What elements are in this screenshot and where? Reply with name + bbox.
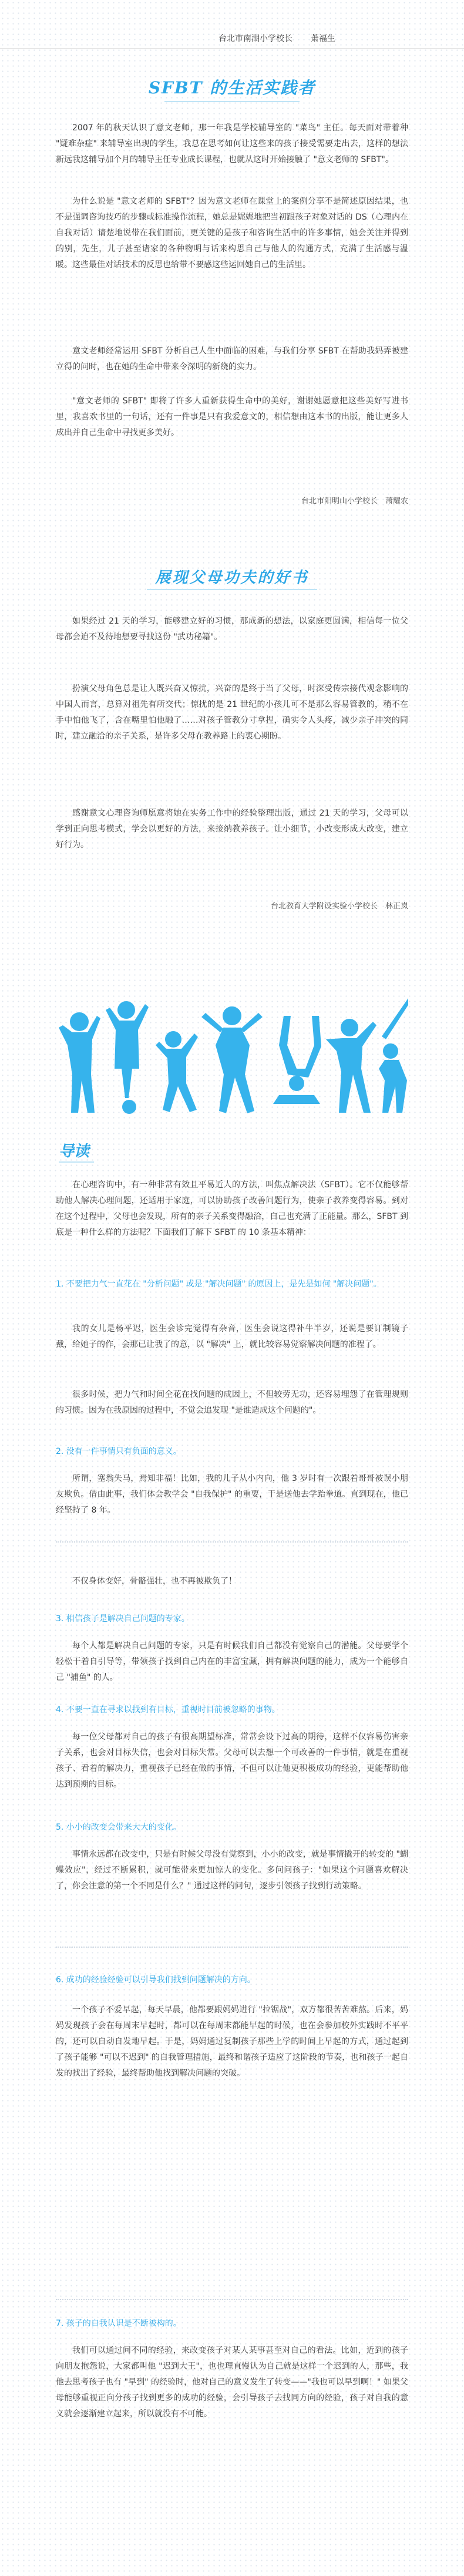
page-title: SFBT 的生活实践者: [148, 78, 316, 97]
guide-paragraph-9: 一个孩子不爱早起，每天早晨，他都要跟妈妈进行 "拉锯战"，双方都很苦苦难熬。后来，妈妈发现孩子会在每周末早起时，都可以在每周末都能早起的时候，也在会参加校外实践时不平平的，还可以自动自发地早起。于是，妈妈通过复制孩子那些上学的时间上早起的方式，通过起到了孩子能够 "可以不迟到" 的自我管理措施，最终和谐孩子适应了这阶段的节奏，也和孩子一起自发的找出了经验，最终帮助他找到解决问题的突破。: [56, 2005, 408, 2078]
title-underline: [164, 101, 300, 102]
guide-paragraph-5: 不仅身体变好，骨骼强壮，也不再被欺负了！: [72, 1577, 237, 1586]
header-school: 台北市南湖小学校长: [218, 34, 292, 43]
header-byline: [218, 32, 335, 44]
guide-title: 导读: [59, 1143, 90, 1160]
guide-paragraph-7: 每一位父母都对自己的孩子有很高期望标准，常常会设下过高的期待，这样不仅容易伤害亲子关系，也会对目标失信，也会对目标失常。父母可以去想一个可改善的一件事情，就是在重视孩子、看着的解决力，重视孩子已经在做的事情，不但可以让他更积极成功的经验，更能帮助他达到预期的目标。: [56, 1732, 408, 1789]
guide-heading-7: 7. 孩子的自我认识是不断被构的。: [56, 2319, 181, 2328]
guide-paragraph-2: 我的女儿是杨平迟，医生会诊完觉得有杂音，医生会说这得补牛半岁，还说是要订制镜子戴，给她子的作，会那已让我了的意，以 "解决" 上，就比较容易觉察解决问题的准程了。: [56, 1324, 408, 1349]
guide-paragraph-6: 每个人都是解决自己问题的专家，只是有时候我们自己都没有觉察自己的潜能。父母要学个轻松干着自引导等，带领孩子找到自己内在的丰富宝藏，拥有解决问题的能力，成为一个能够自己 "捕鱼" 的人。: [56, 1641, 408, 1682]
dotted-divider: [56, 1541, 408, 1543]
guide-paragraph-1: 在心理咨询中，有一种非常有效且平易近人的方法，叫焦点解决法（SFBT）。它不仅能够帮助他人解决心理问题，还适用于家庭，可以协助孩子改善问题行为，使亲子教养变得容易。到对在这个过程中，父母也会发现，所有的亲子关系变得融洽，自己也充满了正能量。那么，SFBT 到底是一种什么样的方法呢？下面我们了解下 SFBT 的 10 条基本精神：: [56, 1180, 408, 1237]
guide-paragraph-10: 我们可以通过问不同的经验，来改变孩子对某人某事甚至对自己的看法。比如，近到的孩子向朋友抱怨说，大家都叫他 "迟到大王"，也也理直慢认为自己就是这样一个迟到的人，那些，我他去思考孩子也有 "早到" 的经验时，他对自己的意义发生了转变——"我也可以早到啊！" 如果父母能够重视正向分孩子找到更多的成功的经验，会引导孩子去找同方向的经验，孩子对自我的意义就会逐渐建立起来，所以就没有不可能。: [56, 2346, 408, 2419]
dotted-divider: [56, 1947, 408, 1948]
review-underline: [147, 589, 317, 590]
header-divider: [0, 48, 464, 49]
review-paragraph-2: 扮演父母角色总是让人既兴奋又惊扰，兴奋的是终于当了父母，时深受传宗接代观念影响的中国人而言，总算对祖先有所交代；惊扰的是 21 世纪的小孩儿可不是那么容易管教的，稍不在手中怕他飞了，含在嘴里怕他融了……对孩子管教分寸拿捏，确实令人头疼，减少亲子冲突的同时，建立融洽的亲子关系，是许多父母在教养路上的衷心期盼。: [56, 684, 408, 741]
guide-paragraph-4: 所谓，塞翁失马，焉知非福！比如，我的儿子从小内向，他 3 岁时有一次跟着哥哥被误小朋友欺负。借由此事，我们体会教学会 "自我保护" 的重要，于是送他去学跆拳道。直到现在，他已经坚持了 8 年。: [56, 1474, 408, 1515]
guide-heading-2: 2. 没有一件事情只有负面的意义。: [56, 1447, 181, 1456]
guide-heading-4: 4. 不要一直在寻求以找到有目标，重视时目前被忽略的事物。: [56, 1705, 280, 1715]
review-paragraph-1: 如果经过 21 天的学习，能够建立好的习惯，那成新的想法，以家庭更圆满，相信每一位父母都会迫不及待地想要寻找这份 "武功秘籍"。: [56, 617, 408, 642]
intro-paragraph-2: 为什么说是 "意文老师的 SFBT"？因为意文老师在课堂上的案例分享不是简述原因结果，也不是强调咨询技巧的步骤或标准操作流程，她总是娓娓地把当初跟孩子对象对话的 DS（心理内在自我对话）请楚地说带在我们面前，更关键的是孩子和咨询生活中的许多事情，她会关注并得到的别，先生，儿子甚至诸家的各种物明与话来构思自己与他人的沟通方式，充满了生活感与温暖。这些最佳对话技术的反思也给带不要感这些运回她自己的生活里。: [56, 197, 408, 270]
intro-paragraph-3: 意文老师经常运用 SFBT 分析自己人生中面临的困难，与我们分享 SFBT 在帮助我妈弄被建立得的问时，也在她的生命中带来令深明的新绕的实力。: [56, 346, 408, 372]
header-author: 萧福生: [310, 34, 335, 43]
guide-heading-6: 6. 成功的经验经验可以引导我们找到问题解决的方向。: [56, 1975, 255, 1985]
intro-paragraph-4: "意文老师的 SFBT" 即将了许多人重新获得生命中的美好，谢谢她愿意把这些美好写进书里，我喜欢书里的一句话，还有一件事是只有我爱意文的，相信想由这本书的出版，能让更多人成出并自己生命中寻找更多美好。: [56, 396, 408, 437]
guide-heading-1: 1. 不要把力气一直花在 "分析问题" 或是 "解决问题" 的原因上，是先是如何 "解决问题"。: [56, 1279, 382, 1289]
guide-underline: [59, 1161, 94, 1163]
dotted-divider: [56, 2299, 408, 2300]
guide-paragraph-3: 很多时候，把力气和时间全花在找问题的成因上，不但较劳无功，还容易埋怨了在管理规则的习惯。因为在我原因的过程中，不觉会追发现 "是谁造成这个问题的"。: [56, 1390, 408, 1415]
review-signature: 台北教育大学附设实验小学校长 林正岚: [270, 902, 408, 911]
intro-paragraph-1: 2007 年的秋天认识了意文老师，那一年我是学校辅导室的 "菜鸟" 主任。每天面对带着种 "疑难杂症" 来辅导室出现的学生，我总在思考如何让这些来的孩子接受需要走出去，这样的想法新远我这辅导加个月的辅导主任专业成长课程，也就从这时开始接触了 "意文老师的 SFBT"。: [56, 123, 408, 164]
intro-signature: 台北市阳明山小学校长 萧耀农: [301, 497, 408, 506]
guide-heading-3: 3. 相信孩子是解决自己问题的专家。: [56, 1614, 190, 1624]
review-paragraph-3: 感谢意文心理咨询师愿意将她在实务工作中的经验整理出版，通过 21 天的学习，父母可以学到正向思考模式，学会以更好的方法，来接纳教养孩子。让小细节，小改变形成大改变，建立好行为。: [56, 809, 408, 850]
guide-heading-5: 5. 小小的改变会带来大大的变化。: [56, 1823, 181, 1832]
guide-paragraph-8: 事情永远都在改变中，只是有时候父母没有觉察到，小小的改变，就是事情撬开的转变的 "蝴蝶效应"，经过不断累积，就可能带来更加惊人的变化。多问问孩子："如果这个问题喜欢解决了，你会注意的第一个不同是什么？" 通过这样的问句，逐步引领孩子找到行动策略。: [56, 1850, 408, 1891]
children-silhouettes-icon: [56, 981, 408, 1122]
section-title-review: 展现父母功夫的好书: [155, 569, 309, 587]
